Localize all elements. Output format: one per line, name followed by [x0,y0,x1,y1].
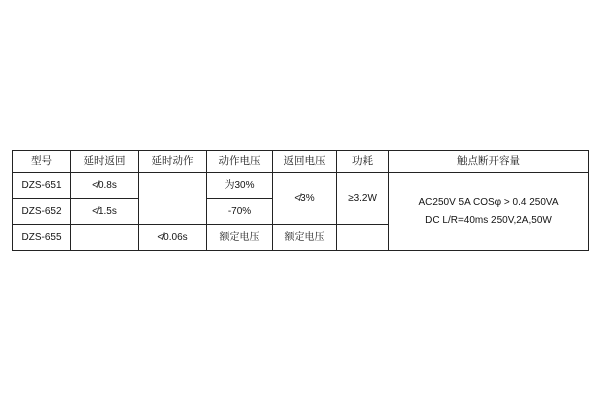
cell-delay-reset-empty [71,225,139,251]
column-header-power: 功耗 [337,151,389,173]
cell-power: ≥3.2W [337,173,389,225]
cell-model: DZS-655 [13,225,71,251]
capacity-line-ac: AC250V 5A COSφ > 0.4 250VA [418,196,559,208]
cell-model: DZS-651 [13,173,71,199]
column-header-delay-action: 延时动作 [139,151,207,173]
cell-action-voltage: 额定电压 [207,225,273,251]
specification-table [12,150,589,251]
cell-return-voltage: ≮3% [273,173,337,225]
table-header [13,151,589,173]
capacity-line-dc: DC L/R=40ms 250V,2A,50W [425,214,552,226]
table-header-row [13,151,589,173]
column-header-capacity: 触点断开容量 [389,151,589,173]
cell-power-empty [337,225,389,251]
column-header-return-voltage: 返回电压 [273,151,337,173]
cell-delay-action: ≮0.06s [139,225,207,251]
cell-delay-action-empty [139,173,207,225]
column-header-delay-reset: 延时返回 [71,151,139,173]
column-header-action-voltage: 动作电压 [207,151,273,173]
cell-action-voltage: -70% [207,199,273,225]
cell-delay-reset: ≮1.5s [71,199,139,225]
table-body [13,173,589,251]
cell-action-voltage: 为30% [207,173,273,199]
cell-delay-reset: ≮0.8s [71,173,139,199]
cell-model: DZS-652 [13,199,71,225]
column-header-model: 型号 [13,151,71,173]
table-row [13,173,589,199]
cell-return-voltage: 额定电压 [273,225,337,251]
cell-contact-capacity [389,173,589,251]
